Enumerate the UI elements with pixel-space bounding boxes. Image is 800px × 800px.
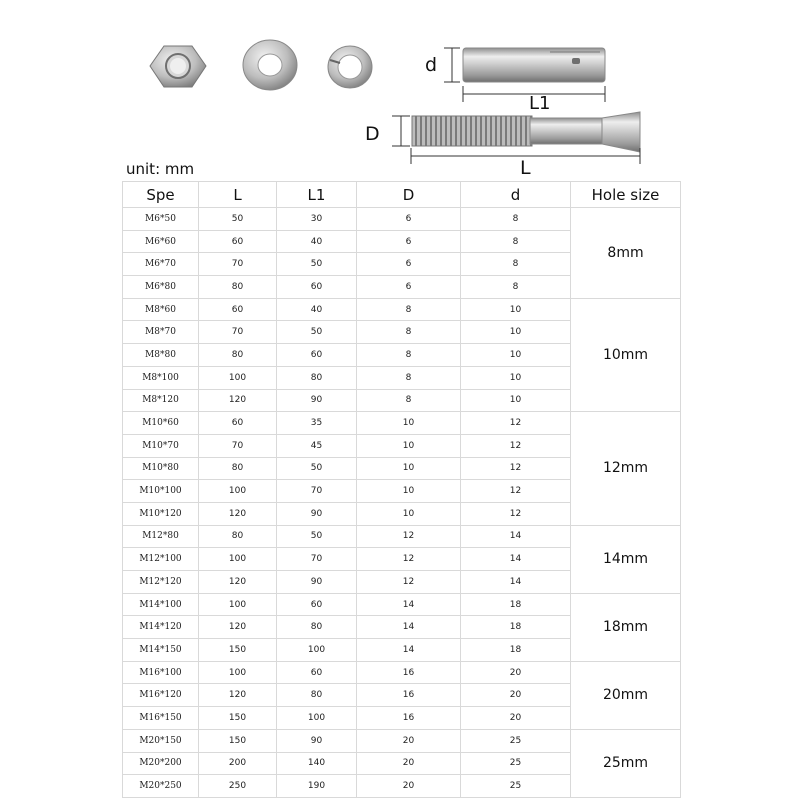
l-cell: 60 <box>199 230 277 253</box>
spec-cell: M8*120 <box>123 389 199 412</box>
header-hole-size: Hole size <box>571 182 681 208</box>
l-cell: 120 <box>199 684 277 707</box>
spec-cell: M10*60 <box>123 412 199 435</box>
threaded-bolt-icon <box>412 112 640 152</box>
l1-cell: 100 <box>277 707 357 730</box>
d-cell: 14 <box>461 548 571 571</box>
D-cell: 20 <box>357 752 461 775</box>
l-cell: 100 <box>199 593 277 616</box>
l-cell: 120 <box>199 571 277 594</box>
l1-cell: 40 <box>277 230 357 253</box>
spec-cell: M20*250 <box>123 775 199 798</box>
l1-cell: 80 <box>277 684 357 707</box>
label-L1: L1 <box>529 93 551 114</box>
d-cell: 14 <box>461 525 571 548</box>
D-cell: 20 <box>357 729 461 752</box>
l1-cell: 90 <box>277 571 357 594</box>
l1-cell: 70 <box>277 548 357 571</box>
spec-cell: M6*80 <box>123 276 199 299</box>
spec-cell: M10*80 <box>123 457 199 480</box>
spec-cell: M14*100 <box>123 593 199 616</box>
d-cell: 25 <box>461 775 571 798</box>
D-cell: 10 <box>357 480 461 503</box>
hole-size-cell: 12mm <box>571 412 681 525</box>
d-cell: 12 <box>461 434 571 457</box>
spec-cell: M16*100 <box>123 661 199 684</box>
l-cell: 120 <box>199 616 277 639</box>
l1-cell: 35 <box>277 412 357 435</box>
d-cell: 14 <box>461 571 571 594</box>
hole-size-cell: 10mm <box>571 298 681 411</box>
l-cell: 150 <box>199 707 277 730</box>
spec-cell: M20*150 <box>123 729 199 752</box>
header-D: D <box>357 182 461 208</box>
d-cell: 18 <box>461 639 571 662</box>
spec-cell: M12*100 <box>123 548 199 571</box>
l1-cell: 50 <box>277 457 357 480</box>
spring-washer-icon <box>328 46 372 88</box>
D-cell: 10 <box>357 457 461 480</box>
l-cell: 120 <box>199 502 277 525</box>
d-cell: 8 <box>461 208 571 231</box>
l1-cell: 60 <box>277 344 357 367</box>
d-cell: 18 <box>461 593 571 616</box>
label-L: L <box>520 157 531 179</box>
D-cell: 8 <box>357 298 461 321</box>
hex-nut-icon <box>150 46 206 87</box>
d-cell: 12 <box>461 502 571 525</box>
table-row <box>123 525 681 548</box>
d-cell: 10 <box>461 389 571 412</box>
D-cell: 6 <box>357 208 461 231</box>
D-cell: 16 <box>357 661 461 684</box>
spec-cell: M8*100 <box>123 366 199 389</box>
unit-label: unit: mm <box>126 160 195 178</box>
l-cell: 70 <box>199 253 277 276</box>
l1-cell: 80 <box>277 616 357 639</box>
D-cell: 16 <box>357 707 461 730</box>
anchor-bolt-illustration <box>0 0 800 180</box>
spec-cell: M20*200 <box>123 752 199 775</box>
d-cell: 12 <box>461 412 571 435</box>
d-cell: 25 <box>461 752 571 775</box>
sleeve-icon <box>463 48 605 82</box>
flat-washer-icon <box>243 40 297 90</box>
spec-cell: M14*150 <box>123 639 199 662</box>
d-cell: 8 <box>461 253 571 276</box>
D-cell: 12 <box>357 571 461 594</box>
l1-cell: 190 <box>277 775 357 798</box>
hole-size-cell: 20mm <box>571 661 681 729</box>
table-row <box>123 298 681 321</box>
l-cell: 100 <box>199 366 277 389</box>
d-cell: 8 <box>461 276 571 299</box>
l1-cell: 60 <box>277 276 357 299</box>
label-d: d <box>425 54 438 76</box>
D-dimension <box>392 116 410 146</box>
table-row <box>123 412 681 435</box>
l1-cell: 90 <box>277 389 357 412</box>
D-cell: 6 <box>357 276 461 299</box>
l1-cell: 50 <box>277 525 357 548</box>
D-cell: 10 <box>357 434 461 457</box>
l-cell: 100 <box>199 661 277 684</box>
l1-cell: 90 <box>277 729 357 752</box>
header-d: d <box>461 182 571 208</box>
spec-cell: M14*120 <box>123 616 199 639</box>
spec-cell: M6*60 <box>123 230 199 253</box>
l-cell: 120 <box>199 389 277 412</box>
header-l1: L1 <box>277 182 357 208</box>
hole-size-cell: 18mm <box>571 593 681 661</box>
d-cell: 10 <box>461 344 571 367</box>
l1-cell: 50 <box>277 253 357 276</box>
D-cell: 10 <box>357 502 461 525</box>
l-cell: 60 <box>199 412 277 435</box>
spec-cell: M6*70 <box>123 253 199 276</box>
D-cell: 14 <box>357 593 461 616</box>
spec-cell: M10*120 <box>123 502 199 525</box>
d-cell: 12 <box>461 457 571 480</box>
l1-cell: 60 <box>277 661 357 684</box>
l-cell: 250 <box>199 775 277 798</box>
D-cell: 8 <box>357 344 461 367</box>
header-l: L <box>199 182 277 208</box>
D-cell: 8 <box>357 321 461 344</box>
label-D: D <box>365 123 380 145</box>
D-cell: 8 <box>357 366 461 389</box>
spec-cell: M12*120 <box>123 571 199 594</box>
spec-table-body <box>123 208 681 798</box>
l1-cell: 100 <box>277 639 357 662</box>
D-cell: 14 <box>357 616 461 639</box>
D-cell: 12 <box>357 525 461 548</box>
table-row <box>123 208 681 231</box>
l-cell: 100 <box>199 548 277 571</box>
spec-cell: M8*80 <box>123 344 199 367</box>
D-cell: 10 <box>357 412 461 435</box>
D-cell: 12 <box>357 548 461 571</box>
D-cell: 6 <box>357 230 461 253</box>
hole-size-cell: 25mm <box>571 729 681 797</box>
l-cell: 50 <box>199 208 277 231</box>
table-header-row <box>123 182 681 208</box>
d-cell: 20 <box>461 707 571 730</box>
l1-cell: 70 <box>277 480 357 503</box>
l1-cell: 45 <box>277 434 357 457</box>
spec-cell: M12*80 <box>123 525 199 548</box>
l-cell: 70 <box>199 434 277 457</box>
l-cell: 60 <box>199 298 277 321</box>
table-row <box>123 593 681 616</box>
D-cell: 14 <box>357 639 461 662</box>
D-cell: 20 <box>357 775 461 798</box>
l-cell: 80 <box>199 276 277 299</box>
d-cell: 25 <box>461 729 571 752</box>
table-row <box>123 661 681 684</box>
hole-size-cell: 8mm <box>571 208 681 299</box>
l-cell: 80 <box>199 344 277 367</box>
spec-cell: M10*100 <box>123 480 199 503</box>
spec-cell: M16*120 <box>123 684 199 707</box>
l1-cell: 60 <box>277 593 357 616</box>
l1-cell: 80 <box>277 366 357 389</box>
d-dimension <box>444 48 460 82</box>
spec-cell: M6*50 <box>123 208 199 231</box>
l-cell: 150 <box>199 729 277 752</box>
d-cell: 10 <box>461 321 571 344</box>
spec-cell: M16*150 <box>123 707 199 730</box>
d-cell: 10 <box>461 298 571 321</box>
d-cell: 20 <box>461 661 571 684</box>
spec-cell: M8*60 <box>123 298 199 321</box>
D-cell: 16 <box>357 684 461 707</box>
l1-cell: 50 <box>277 321 357 344</box>
l-cell: 200 <box>199 752 277 775</box>
spec-table <box>122 181 681 798</box>
hole-size-cell: 14mm <box>571 525 681 593</box>
D-cell: 6 <box>357 253 461 276</box>
l-cell: 70 <box>199 321 277 344</box>
table-row <box>123 729 681 752</box>
l-cell: 80 <box>199 525 277 548</box>
spec-cell: M10*70 <box>123 434 199 457</box>
l-cell: 100 <box>199 480 277 503</box>
l-cell: 150 <box>199 639 277 662</box>
l1-cell: 140 <box>277 752 357 775</box>
spec-cell: M8*70 <box>123 321 199 344</box>
l1-cell: 90 <box>277 502 357 525</box>
D-cell: 8 <box>357 389 461 412</box>
d-cell: 12 <box>461 480 571 503</box>
d-cell: 20 <box>461 684 571 707</box>
d-cell: 8 <box>461 230 571 253</box>
l1-cell: 40 <box>277 298 357 321</box>
l1-cell: 30 <box>277 208 357 231</box>
header-spe: Spe <box>123 182 199 208</box>
d-cell: 18 <box>461 616 571 639</box>
l-cell: 80 <box>199 457 277 480</box>
d-cell: 10 <box>461 366 571 389</box>
